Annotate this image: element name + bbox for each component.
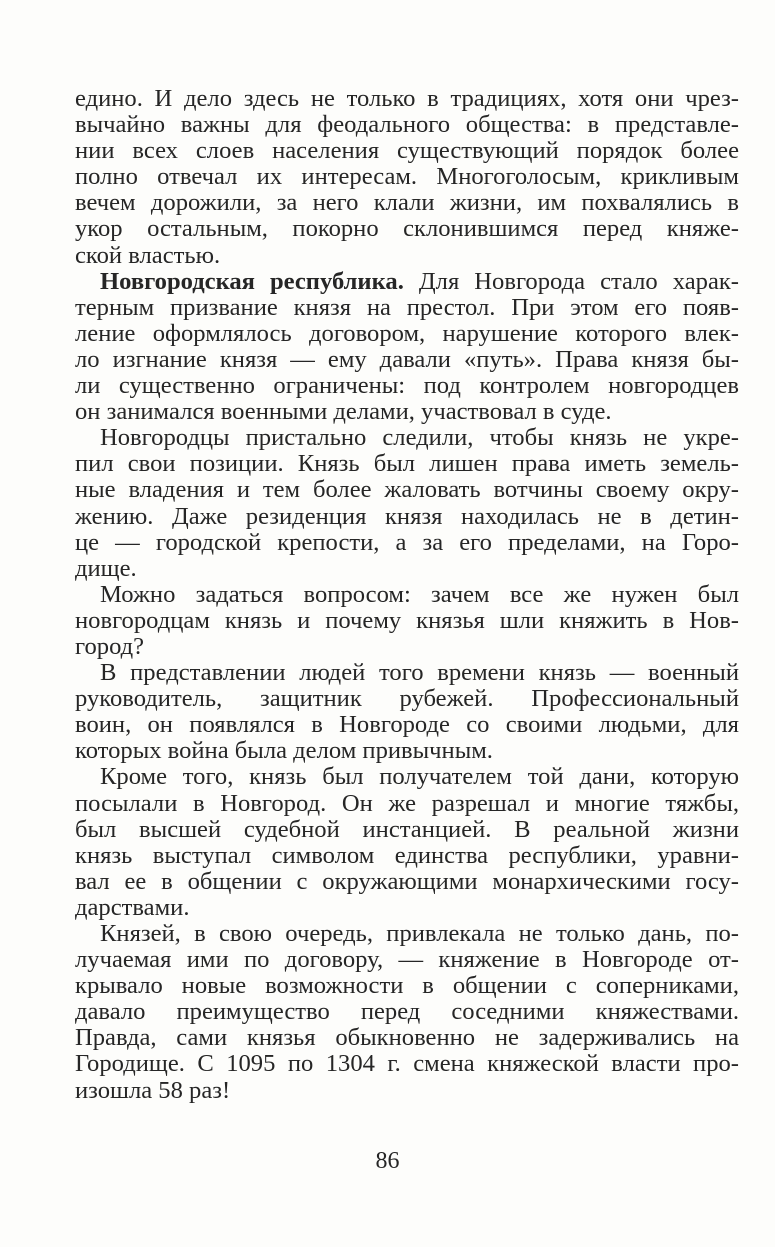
text-line: ление оформлялось договором, нарушение которого влек- (75, 319, 739, 347)
text-line: воин, он появлялся в Новгороде со своими людьми, для (75, 711, 739, 739)
text-run: Для Новгорода стало харак- (403, 267, 740, 295)
paragraph (75, 86, 739, 269)
text-line: укор остальным, покорно склонившимся перед княже- (75, 215, 739, 243)
text-line: нии всех слоев населения существующий порядок более (75, 137, 739, 165)
text-line: ло изгнание князя — ему давали «путь». Права князя бы- (75, 345, 739, 373)
text-line: Городище. С 1095 по 1304 г. смена княжеской власти про- (75, 1050, 739, 1078)
text-line: ные владения и тем более жаловать вотчины своему окру- (75, 476, 739, 504)
text-line: вычайно важны для феодального общества: в представле- (75, 111, 739, 139)
text-line: новгородцам князь и почему князья шли княжить в Нов- (75, 606, 739, 634)
text-line: он занимался военными делами, участвовал в суде. (75, 398, 612, 426)
paragraph (75, 660, 739, 764)
paragraph (75, 269, 739, 426)
text-line: лучаемая ими по договору, — княжение в Новгороде от- (75, 946, 739, 974)
paragraph (75, 425, 739, 582)
text-line: ской властью. (75, 241, 221, 269)
paragraph (75, 582, 739, 660)
text-line: Князей, в свою очередь, привлекала не только дань, по- (100, 920, 739, 947)
text-line: пил свои позиции. Князь был лишен права иметь земель- (75, 450, 739, 478)
body-text (75, 86, 739, 1104)
text-line: Можно задаться вопросом: зачем все же нужен был (100, 580, 739, 608)
section-heading: Новгородская республика. (100, 267, 404, 295)
text-line: жению. Даже резиденция князя находилась не в детин- (75, 502, 739, 530)
text-line: терным призвание князя на престол. При этом его появ- (75, 293, 739, 321)
page-number: 86 (375, 1148, 400, 1174)
text-line: которых война была делом привычным. (75, 737, 493, 765)
text-line: князь выступал символом единства республики, уравни- (75, 841, 739, 869)
text-line: ли существенно ограничены: под контролем новгородцев (75, 372, 739, 400)
text-line (75, 269, 739, 295)
text-line: изошла 58 раз! (75, 1076, 231, 1104)
paragraph (75, 921, 739, 1104)
text-line: Новгородцы пристально следили, чтобы князь не укре- (100, 424, 739, 452)
text-line: це — городской крепости, а за его пределами, на Горо- (75, 528, 739, 556)
text-line: город? (75, 632, 145, 660)
text-line: вал ее в общении с окружающими монархическими госу- (75, 867, 739, 895)
text-line: дище. (75, 554, 137, 582)
text-line: дарствами. (75, 893, 190, 921)
text-line: вечем дорожили, за него клали жизни, им похвалялись в (75, 189, 739, 217)
text-line: полно отвечал их интересам. Многоголосым, крикливым (75, 163, 739, 191)
text-line: В представлении людей того времени князь — военный (100, 659, 739, 687)
text-line: посылали в Новгород. Он же разрешал и многие тяжбы, (75, 789, 739, 817)
text-line: крывало новые возможности в общении с соперниками, (75, 972, 739, 1000)
text-line: руководитель, защитник рубежей. Профессиональный (75, 685, 739, 713)
text-line: был высшей судебной инстанцией. В реальной жизни (75, 815, 739, 843)
paragraph (75, 764, 739, 921)
text-line: едино. И дело здесь не только в традициях, хотя они чрез- (75, 85, 739, 112)
text-line: Кроме того, князь был получателем той дани, которую (100, 763, 739, 791)
text-line: давало преимущество перед соседними княжествами. (75, 998, 739, 1026)
text-line: Правда, сами князья обыкновенно не задерживались на (75, 1024, 739, 1052)
